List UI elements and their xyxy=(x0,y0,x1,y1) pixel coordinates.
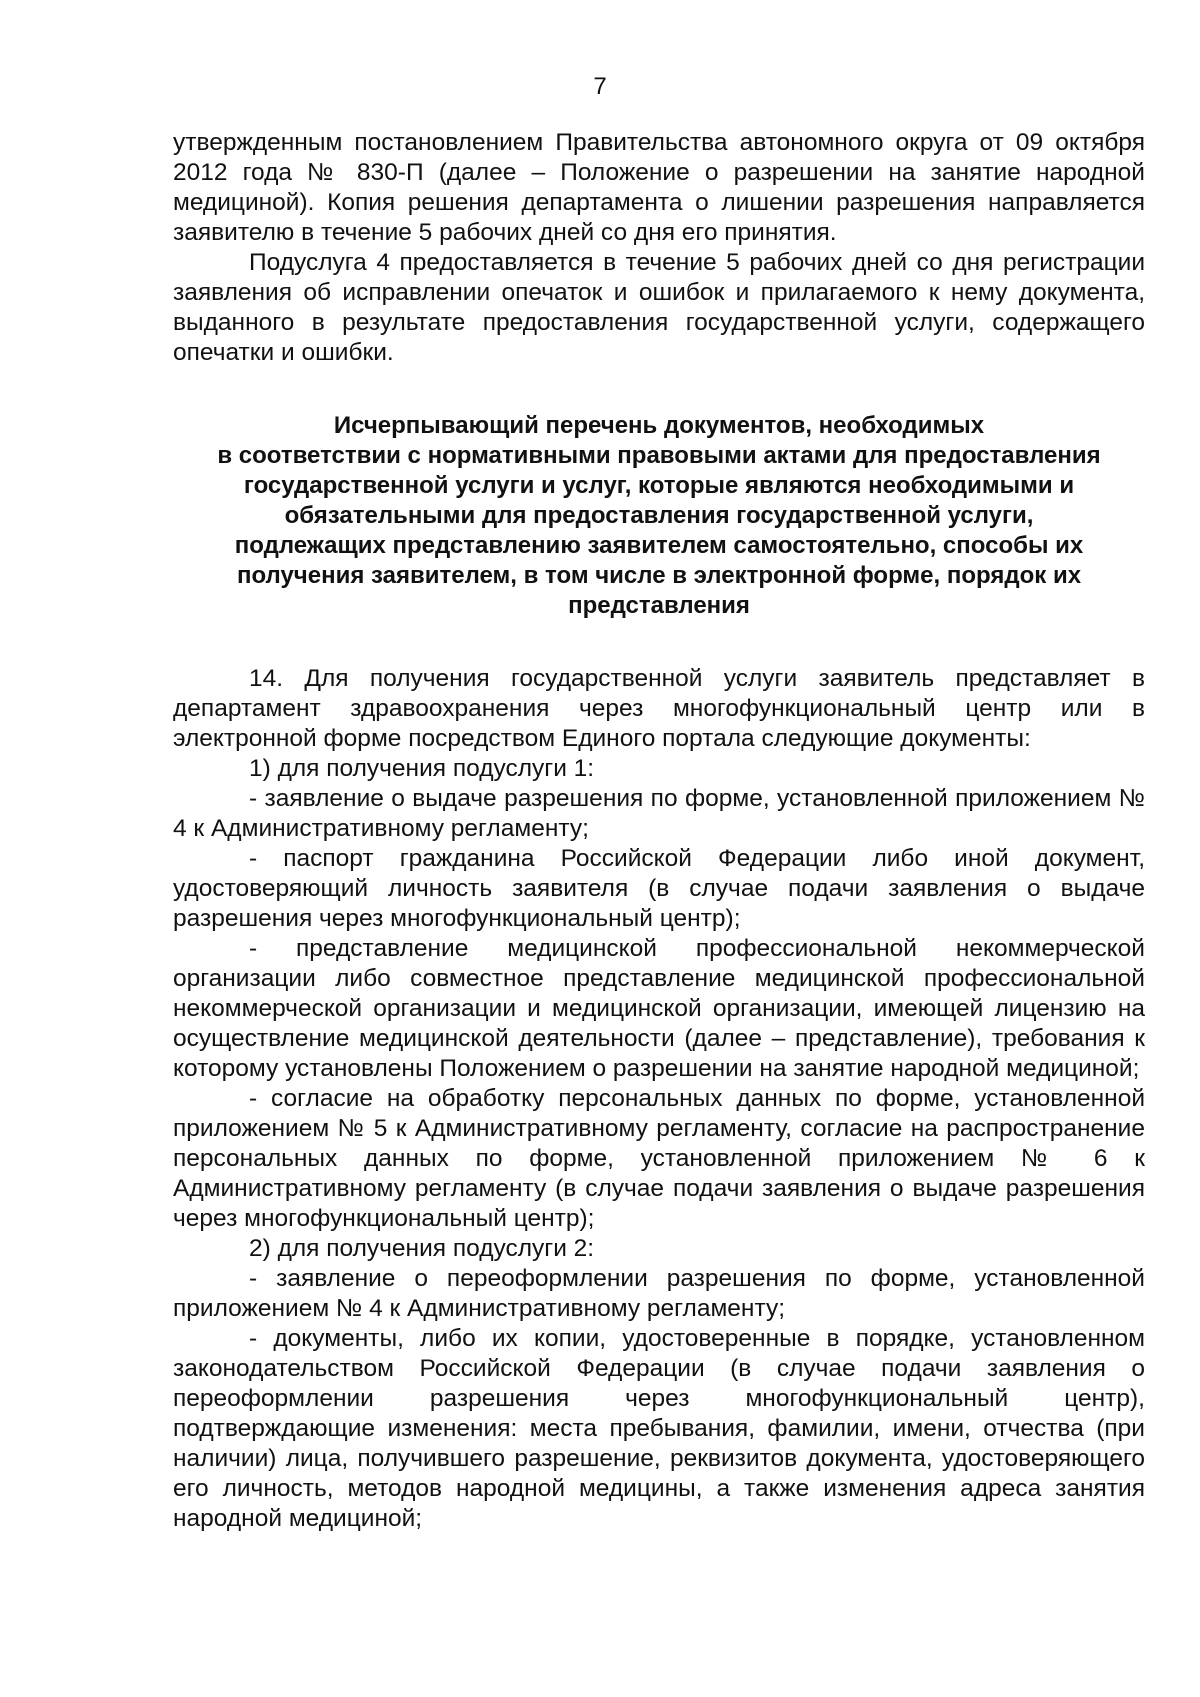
list-item-consent: - согласие на обработку персональных данных по форме, установленной приложением № 5 к Административному регламенту, согласие на распространение персональных данных по форме, установленной приложением № 6 к Административному регламенту (в случае подачи заявления о выдаче разрешения через многофункциональный центр); xyxy=(173,1085,1145,1232)
list-item-application-issue: - заявление о выдаче разрешения по форме, установленной приложением № 4 к Административному регламенту; xyxy=(173,785,1145,842)
section-heading xyxy=(173,411,1145,621)
list-item-application-reissue: - заявление о переоформлении разрешения по форме, установленной приложением № 4 к Административному регламенту; xyxy=(173,1265,1145,1322)
paragraph-subservice-1-title: 1) для получения подуслуги 1: xyxy=(249,755,595,782)
list-item-representation: - представление медицинской профессиональной некоммерческой организации либо совместное представление медицинской профессиональной некоммерческой организации и медицинской организации, имеющей лицензию на осуществление медицинской деятельности (далее – представление), требования к которому установлены Положением о разрешении на занятие народной медициной; xyxy=(173,935,1145,1082)
paragraph-intro-continuation: утвержденным постановлением Правительства автономного округа от 09 октября 2012 года № 830-П (далее – Положение о разрешении на занятие народной медициной). Копия решения департамента о лишении разрешения направляется заявителю в течение 5 рабочих дней со дня его принятия. xyxy=(173,129,1145,246)
heading-line: государственной услуги и услуг, которые являются необходимыми и xyxy=(243,472,1075,499)
paragraph-clause-14: 14. Для получения государственной услуги заявитель представляет в департамент здравоохранения через многофункциональный центр или в электронной форме посредством Единого портала следующие документы: xyxy=(173,665,1145,752)
heading-line: Исчерпывающий перечень документов, необходимых xyxy=(333,412,985,439)
heading-line: представления xyxy=(568,592,750,619)
page-number: 7 xyxy=(593,73,607,100)
heading-line: обязательными для предоставления государственной услуги, xyxy=(284,502,1034,529)
heading-line: получения заявителем, в том числе в электронной форме, порядок их xyxy=(236,562,1082,589)
list-item-supporting-documents: - документы, либо их копии, удостоверенные в порядке, установленном законодательством Российской Федерации (в случае подачи заявления о переоформлении разрешения через многофункциональный центр), подтверждающие изменения: места пребывания, фамилии, имени, отчества (при наличии) лица, получившего разрешение, реквизитов документа, удостоверяющего его личность, методов народной медицины, а также изменения адреса занятия народной медициной; xyxy=(173,1325,1145,1532)
document-content xyxy=(173,128,1145,1534)
paragraph-subservice-2-title: 2) для получения подуслуги 2: xyxy=(249,1235,595,1262)
list-item-passport: - паспорт гражданина Российской Федерации либо иной документ, удостоверяющий личность заявителя (в случае подачи заявления о выдаче разрешения через многофункциональный центр); xyxy=(173,845,1145,932)
heading-line: подлежащих представлению заявителем самостоятельно, способы их xyxy=(234,532,1084,559)
heading-line: в соответствии с нормативными правовыми актами для предоставления xyxy=(217,442,1101,469)
paragraph-subservice-4: Подуслуга 4 предоставляется в течение 5 рабочих дней со дня регистрации заявления об исправлении опечаток и ошибок и прилагаемого к нему документа, выданного в результате предоставления государственной услуги, содержащего опечатки и ошибки. xyxy=(173,249,1145,366)
